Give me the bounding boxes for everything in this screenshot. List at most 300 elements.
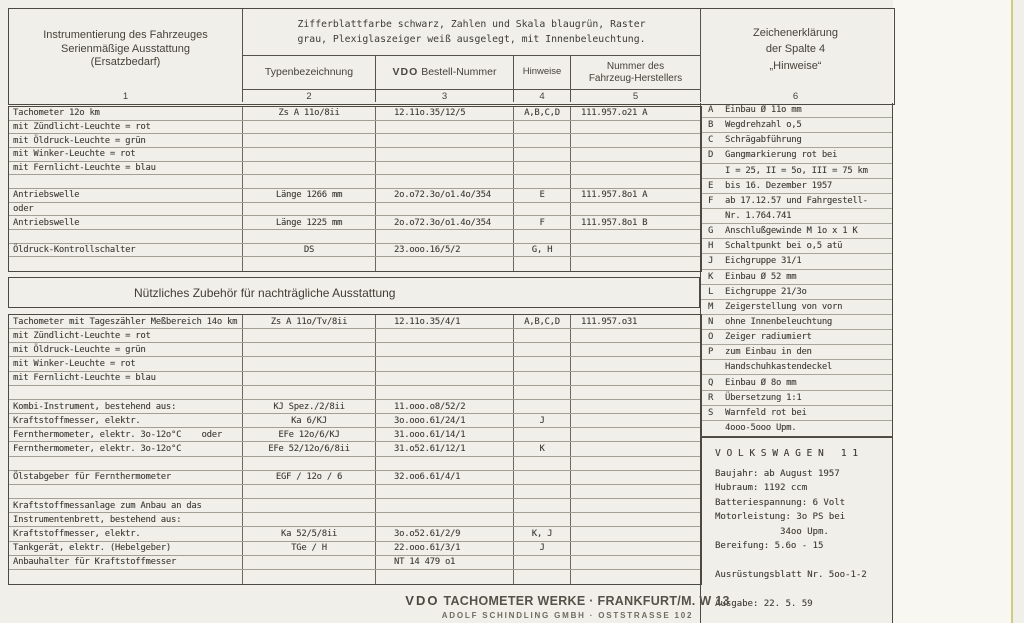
- table-cell: mit Zündlicht-Leuchte = rot: [13, 330, 151, 341]
- legend-row: [701, 254, 892, 269]
- table-row: [9, 485, 701, 499]
- page-edge-strip: [1011, 0, 1024, 623]
- table-cell: 23.ooo.16/5/2: [375, 244, 513, 257]
- header-col6-line: Zeichenerklärung: [753, 26, 838, 39]
- legend-key: C: [708, 135, 714, 146]
- table-cell: [242, 556, 375, 569]
- table-row: [9, 175, 701, 189]
- table-cell: K: [513, 442, 570, 455]
- legend-row: [701, 270, 892, 285]
- table-cell: Kraftstoffmesser, elektr.: [13, 528, 141, 539]
- table-cell: [9, 457, 242, 470]
- legend-text: Handschuhkastendeckel: [725, 362, 833, 373]
- vehicle-spec-line: Baujahr: ab August 1957: [715, 469, 840, 479]
- table-cell: [513, 428, 570, 441]
- table-cell: [513, 400, 570, 413]
- table-cell: mit Winker-Leuchte = rot: [13, 359, 136, 370]
- table-cell: 31.o52.61/12/1: [375, 442, 513, 455]
- table-row: [9, 244, 701, 258]
- table-cell: [570, 400, 700, 413]
- table-cell: [570, 428, 700, 441]
- legend-key: K: [708, 271, 714, 282]
- vehicle-title: V O L K S W A G E N 1 1: [715, 448, 858, 459]
- table-cell: [570, 175, 700, 188]
- table-row: [9, 189, 701, 203]
- footer-company-line: [395, 593, 740, 608]
- table-cell: mit Fernlicht-Leuchte = blau: [13, 162, 156, 173]
- legend-text: Schaltpunkt bei o,5 atü: [725, 241, 843, 252]
- legend-key: A: [708, 105, 714, 116]
- table-cell: [9, 570, 242, 584]
- table-cell: Antriebswelle: [13, 190, 80, 201]
- table-row: [9, 513, 701, 527]
- table-cell: [570, 499, 700, 512]
- table-cell: [375, 134, 513, 147]
- table-cell: Kombi-Instrument, bestehend aus:: [13, 401, 177, 412]
- header-label: Nummer des: [606, 61, 665, 72]
- table-cell: K, J: [513, 527, 570, 540]
- table-cell: Zs A 11o/8ii: [242, 107, 375, 120]
- table-cell: [570, 542, 700, 555]
- table-cell: [513, 257, 570, 271]
- column-number: 1: [122, 90, 129, 102]
- legend-row: [701, 360, 892, 375]
- table-cell: [242, 513, 375, 526]
- legend-key: S: [708, 407, 714, 418]
- table-cell: [570, 257, 700, 271]
- table-cell: [570, 329, 700, 342]
- table-cell: [242, 570, 375, 584]
- table-cell: [513, 357, 570, 370]
- table-cell: [375, 372, 513, 385]
- table-cell: 2o.o72.3o/o1.4o/354: [375, 189, 513, 202]
- legend-key: F: [708, 195, 714, 206]
- legend-row: [701, 391, 892, 406]
- vehicle-spec-line: Hubraum: 1192 ccm: [715, 483, 808, 494]
- table-cell: Tankgerät, elektr. (Hebelgeber): [13, 543, 171, 554]
- table-cell: [570, 372, 700, 385]
- legend-row: [701, 179, 892, 194]
- table-cell: 111.957.o31: [570, 315, 700, 328]
- table-cell: [570, 386, 700, 399]
- table-cell: Antriebswelle: [13, 217, 80, 228]
- table-cell: [570, 121, 700, 134]
- header-label: Typenbezeichnung: [264, 66, 354, 79]
- table-cell: 111.957.8o1 B: [570, 216, 700, 229]
- table-cell: [570, 513, 700, 526]
- table-row: [9, 542, 701, 556]
- table-cell: Ka 6/KJ: [242, 414, 375, 427]
- table-cell: 31.ooo.61/14/1: [375, 428, 513, 441]
- table-cell: E: [513, 189, 570, 202]
- vehicle-spec-line: Batteriespannung: 6 Volt: [715, 497, 846, 508]
- header-col4-label: [513, 56, 570, 90]
- table-cell: [570, 414, 700, 427]
- legend-row: [701, 285, 892, 300]
- table-cell: [570, 471, 700, 484]
- table-cell: KJ Spez./2/8ii: [242, 400, 375, 413]
- column-number: 5: [570, 90, 700, 102]
- table-row: [9, 315, 701, 329]
- table-cell: [375, 257, 513, 271]
- vehicle-spec-line: Ausrüstungsblatt Nr. 5oo-1-2: [715, 569, 867, 580]
- header-col1-line: Instrumentierung des Fahrzeuges: [43, 28, 208, 41]
- legend-text: Wegdrehzahl o,5: [725, 120, 802, 131]
- table-cell: [375, 329, 513, 342]
- legend-text: Eichgruppe 31/1: [725, 256, 802, 267]
- table-cell: [513, 121, 570, 134]
- vdo-logo: VDO: [392, 66, 419, 79]
- table-cell: [513, 230, 570, 243]
- table-row: [9, 471, 701, 485]
- legend-key: Q: [708, 377, 714, 388]
- legend-text: Warnfeld rot bei: [725, 407, 807, 418]
- legend-text: Nr. 1.764.741: [725, 211, 792, 222]
- legend-text: zum Einbau in den: [725, 347, 812, 358]
- table-cell: [375, 175, 513, 188]
- legend-row: [701, 224, 892, 239]
- footer-address-line: ADOLF SCHINDLING GMBH · OSTSTRASSE 102: [441, 611, 694, 620]
- table-cell: [513, 485, 570, 498]
- table-cell: [9, 386, 242, 399]
- legend-key: R: [708, 392, 714, 403]
- table-row: [9, 257, 701, 271]
- legend-text: Übersetzung 1:1: [725, 392, 802, 403]
- table-cell: [242, 386, 375, 399]
- table-cell: [242, 372, 375, 385]
- table-cell: [242, 499, 375, 512]
- table-cell: [570, 527, 700, 540]
- table-cell: G, H: [513, 244, 570, 257]
- legend-key: D: [708, 150, 714, 161]
- table-cell: [513, 471, 570, 484]
- table-row: [9, 442, 701, 456]
- table-cell: NT 14 479 o1: [375, 556, 513, 569]
- table-row: [9, 372, 701, 386]
- legend-key: H: [708, 241, 714, 252]
- legend-text: ab 17.12.57 und Fahrgestell-: [725, 195, 868, 206]
- header-col6-line: „Hinweise“: [769, 59, 822, 72]
- vehicle-spec-lines: [715, 467, 892, 611]
- table-cell: [570, 343, 700, 356]
- table-row: [9, 556, 701, 570]
- table-cell: Länge 1225 mm: [242, 216, 375, 229]
- legend-text: Anschlußgewinde M 1o x 1 K: [725, 226, 858, 237]
- table-cell: 12.11o.35/4/1: [375, 315, 513, 328]
- accessories-table: [8, 314, 702, 585]
- legend-row: [701, 148, 892, 163]
- legend-row: [701, 164, 892, 179]
- table-cell: [570, 570, 700, 584]
- table-cell: [570, 556, 700, 569]
- table-cell: [375, 386, 513, 399]
- table-cell: [513, 556, 570, 569]
- legend-key: E: [708, 180, 714, 191]
- table-row: [9, 203, 701, 217]
- table-cell: EGF / 12o / 6: [242, 471, 375, 484]
- banner-line: grau, Plexiglaszeiger weiß ausgelegt, mit Innenbeleuchtung.: [297, 34, 646, 45]
- table-cell: [9, 175, 242, 188]
- legend-row: [701, 133, 892, 148]
- table-cell: Tachometer mit Tageszähler Meßbereich 14o km: [13, 316, 238, 327]
- table-cell: [513, 372, 570, 385]
- legend-key: N: [708, 316, 714, 327]
- table-row: [9, 329, 701, 343]
- legend-text: I = 25, II = 5o, III = 75 km: [725, 165, 868, 176]
- table-cell: [242, 485, 375, 498]
- column-number: 4: [513, 90, 570, 102]
- legend-text: Schrägabführung: [725, 135, 802, 146]
- legend-text: Zeiger radiumiert: [725, 332, 812, 343]
- table-cell: [375, 203, 513, 216]
- table-cell: [570, 230, 700, 243]
- table-cell: J: [513, 542, 570, 555]
- table-cell: [570, 203, 700, 216]
- table-cell: [242, 162, 375, 175]
- legend-row: [701, 209, 892, 224]
- table-cell: Ka 52/5/8ii: [242, 527, 375, 540]
- table-row: [9, 230, 701, 244]
- table-cell: [242, 343, 375, 356]
- header-col1-line: Serienmäßige Ausstattung: [60, 42, 191, 55]
- legend-row: [701, 239, 892, 254]
- table-row: [9, 357, 701, 371]
- table-cell: 11.ooo.o8/52/2: [375, 400, 513, 413]
- table-cell: [375, 230, 513, 243]
- table-cell: [9, 230, 242, 243]
- header-col2-label: [242, 56, 375, 90]
- header-col6-title: [700, 9, 890, 90]
- legend-text: Zeigerstellung von vorn: [725, 301, 843, 312]
- legend-text: Eichgruppe 21/3o: [725, 286, 807, 297]
- table-cell: mit Winker-Leuchte = rot: [13, 149, 136, 160]
- table-cell: TGe / H: [242, 542, 375, 555]
- table-cell: Tachometer 12o km: [13, 108, 100, 119]
- legend-row: [701, 118, 892, 133]
- table-cell: 111.957.o21 A: [570, 107, 700, 120]
- legend-key: L: [708, 286, 714, 297]
- section-band-label: Nützliches Zubehör für nachträgliche Ausstattung: [134, 285, 396, 300]
- table-cell: 3o.ooo.61/24/1: [375, 414, 513, 427]
- table-cell: [375, 570, 513, 584]
- table-row: [9, 121, 701, 135]
- banner-line: Zifferblattfarbe schwarz, Zahlen und Skala blaugrün, Raster: [297, 18, 646, 30]
- column-number: 6: [700, 90, 890, 102]
- table-cell: [242, 203, 375, 216]
- table-cell: mit Zündlicht-Leuchte = rot: [13, 121, 151, 132]
- legend-text: 4ooo-5ooo Upm.: [725, 423, 797, 434]
- table-row: [9, 414, 701, 428]
- table-cell: [513, 203, 570, 216]
- table-row: [9, 386, 701, 400]
- vehicle-spec-line: [715, 582, 892, 596]
- table-cell: [242, 457, 375, 470]
- table-cell: Anbauhalter für Kraftstoffmesser: [13, 557, 177, 568]
- legend-text: Einbau Ø 8o mm: [725, 377, 797, 388]
- table-cell: 32.oo6.61/4/1: [375, 471, 513, 484]
- table-row: [9, 148, 701, 162]
- table-cell: [513, 134, 570, 147]
- table-cell: Länge 1266 mm: [242, 189, 375, 202]
- table-cell: [570, 162, 700, 175]
- legend-row: [701, 421, 892, 436]
- table-cell: Ölstabgeber für Fernthermometer: [13, 472, 171, 483]
- column-number: 2: [242, 90, 375, 102]
- table-cell: mit Fernlicht-Leuchte = blau: [13, 373, 156, 384]
- vehicle-spec-line: Bereifung: 5.6o - 15: [715, 541, 824, 552]
- table-cell: F: [513, 216, 570, 229]
- table-row: [9, 428, 701, 442]
- table-cell: A,B,C,D: [513, 107, 570, 120]
- header-label: Fahrzeug-Herstellers: [588, 72, 683, 84]
- legend-row: [701, 194, 892, 209]
- table-cell: [513, 148, 570, 161]
- table-cell: [242, 148, 375, 161]
- legend-row: [701, 345, 892, 360]
- legend-text: Gangmarkierung rot bei: [725, 150, 838, 161]
- table-cell: [513, 499, 570, 512]
- table-cell: [375, 148, 513, 161]
- legend-key: M: [708, 301, 714, 312]
- table-cell: [375, 357, 513, 370]
- hinweise-legend: [700, 103, 893, 437]
- legend-text: ohne Innenbeleuchtung: [725, 316, 833, 327]
- table-cell: [570, 148, 700, 161]
- standard-equipment-table: [8, 106, 702, 272]
- table-cell: [242, 175, 375, 188]
- table-row: [9, 343, 701, 357]
- table-cell: [375, 513, 513, 526]
- table-cell: 111.957.8o1 A: [570, 189, 700, 202]
- footer-company-text: TACHOMETER WERKE · FRANKFURT/M. W 13: [443, 594, 730, 608]
- table-row: [9, 499, 701, 513]
- table-row: [9, 400, 701, 414]
- legend-text: Einbau Ø 11o mm: [725, 105, 802, 116]
- table-cell: [242, 134, 375, 147]
- table-row: [9, 162, 701, 176]
- section-band: [8, 277, 700, 308]
- table-row: [9, 527, 701, 541]
- table-cell: [242, 329, 375, 342]
- table-row: [9, 216, 701, 230]
- header-col1-title: [9, 9, 242, 90]
- table-cell: [513, 513, 570, 526]
- table-cell: 3o.o52.61/2/9: [375, 527, 513, 540]
- table-cell: 2o.o72.3o/o1.4o/354: [375, 216, 513, 229]
- table-cell: [513, 329, 570, 342]
- legend-key: O: [708, 332, 714, 343]
- table-cell: [570, 244, 700, 257]
- table-cell: Fernthermometer, elektr. 3o-12o°C oder: [13, 429, 222, 440]
- table-cell: mit Öldruck-Leuchte = grün: [13, 344, 146, 355]
- table-cell: [513, 457, 570, 470]
- table-cell: Instrumentenbrett, bestehend aus:: [13, 514, 182, 525]
- legend-key: B: [708, 120, 714, 131]
- legend-key: J: [708, 256, 714, 267]
- table-cell: [242, 357, 375, 370]
- header-col5-label: [570, 56, 700, 90]
- header-col1-line: (Ersatzbedarf): [90, 56, 161, 69]
- table-cell: oder: [13, 203, 34, 214]
- table-cell: Kraftstoffmessanlage zum Anbau an das: [13, 500, 202, 511]
- legend-row: [701, 300, 892, 315]
- table-row: [9, 570, 701, 584]
- table-cell: [242, 230, 375, 243]
- legend-row: [701, 375, 892, 390]
- table-header: [8, 8, 895, 105]
- header-label: Bestell-Nummer: [421, 66, 497, 79]
- legend-row: [701, 103, 892, 118]
- table-cell: [570, 442, 700, 455]
- vehicle-spec-line: Motorleistung: 3o PS bei: [715, 512, 846, 523]
- table-cell: [570, 134, 700, 147]
- table-cell: [375, 343, 513, 356]
- legend-key: P: [708, 347, 714, 358]
- table-cell: [242, 121, 375, 134]
- legend-row: [701, 406, 892, 421]
- table-cell: [375, 499, 513, 512]
- vehicle-spec-line: Ausgabe: 22. 5. 59: [715, 598, 813, 609]
- legend-text: Einbau Ø 52 mm: [725, 271, 797, 282]
- table-cell: Fernthermometer, elektr. 3o-12o°C: [13, 443, 182, 454]
- table-cell: [513, 162, 570, 175]
- table-cell: Zs A 11o/Tv/8ii: [242, 315, 375, 328]
- table-cell: Kraftstoffmesser, elektr.: [13, 415, 141, 426]
- table-cell: A,B,C,D: [513, 315, 570, 328]
- table-row: [9, 457, 701, 471]
- table-cell: [513, 343, 570, 356]
- table-cell: 22.ooo.61/3/1: [375, 542, 513, 555]
- table-cell: [513, 175, 570, 188]
- table-cell: [570, 357, 700, 370]
- vdo-logo: VDO: [405, 593, 440, 608]
- manufacturer-footer: [395, 593, 740, 620]
- header-col6-line: der Spalte 4: [765, 43, 826, 56]
- table-cell: [513, 386, 570, 399]
- table-cell: [513, 570, 570, 584]
- scan-right-margin: [893, 0, 1012, 623]
- column-number: 3: [375, 90, 513, 102]
- table-row: [9, 134, 701, 148]
- table-cell: [375, 457, 513, 470]
- header-col3-label: [375, 56, 513, 90]
- table-cell: [375, 121, 513, 134]
- table-cell: [242, 257, 375, 271]
- table-row: [9, 107, 701, 121]
- table-cell: mit Öldruck-Leuchte = grün: [13, 135, 146, 146]
- table-cell: 12.11o.35/12/5: [375, 107, 513, 120]
- legend-row: [701, 315, 892, 330]
- table-cell: EFe 52/12o/6/8ii: [242, 442, 375, 455]
- legend-key: G: [708, 226, 714, 237]
- vehicle-spec-line: 34oo Upm.: [715, 526, 829, 537]
- table-cell: EFe 12o/6/KJ: [242, 428, 375, 441]
- vehicle-spec-line: [715, 553, 892, 567]
- legend-row: [701, 330, 892, 345]
- table-cell: [375, 162, 513, 175]
- table-cell: [570, 485, 700, 498]
- header-label: Hinweise: [522, 66, 562, 78]
- table-cell: Öldruck-Kontrollschalter: [13, 244, 136, 255]
- table-cell: [9, 485, 242, 498]
- table-cell: [570, 457, 700, 470]
- legend-text: bis 16. Dezember 1957: [725, 180, 833, 191]
- table-cell: J: [513, 414, 570, 427]
- table-cell: DS: [242, 244, 375, 257]
- table-cell: [375, 485, 513, 498]
- table-cell: [9, 257, 242, 271]
- header-dial-description: [242, 9, 700, 56]
